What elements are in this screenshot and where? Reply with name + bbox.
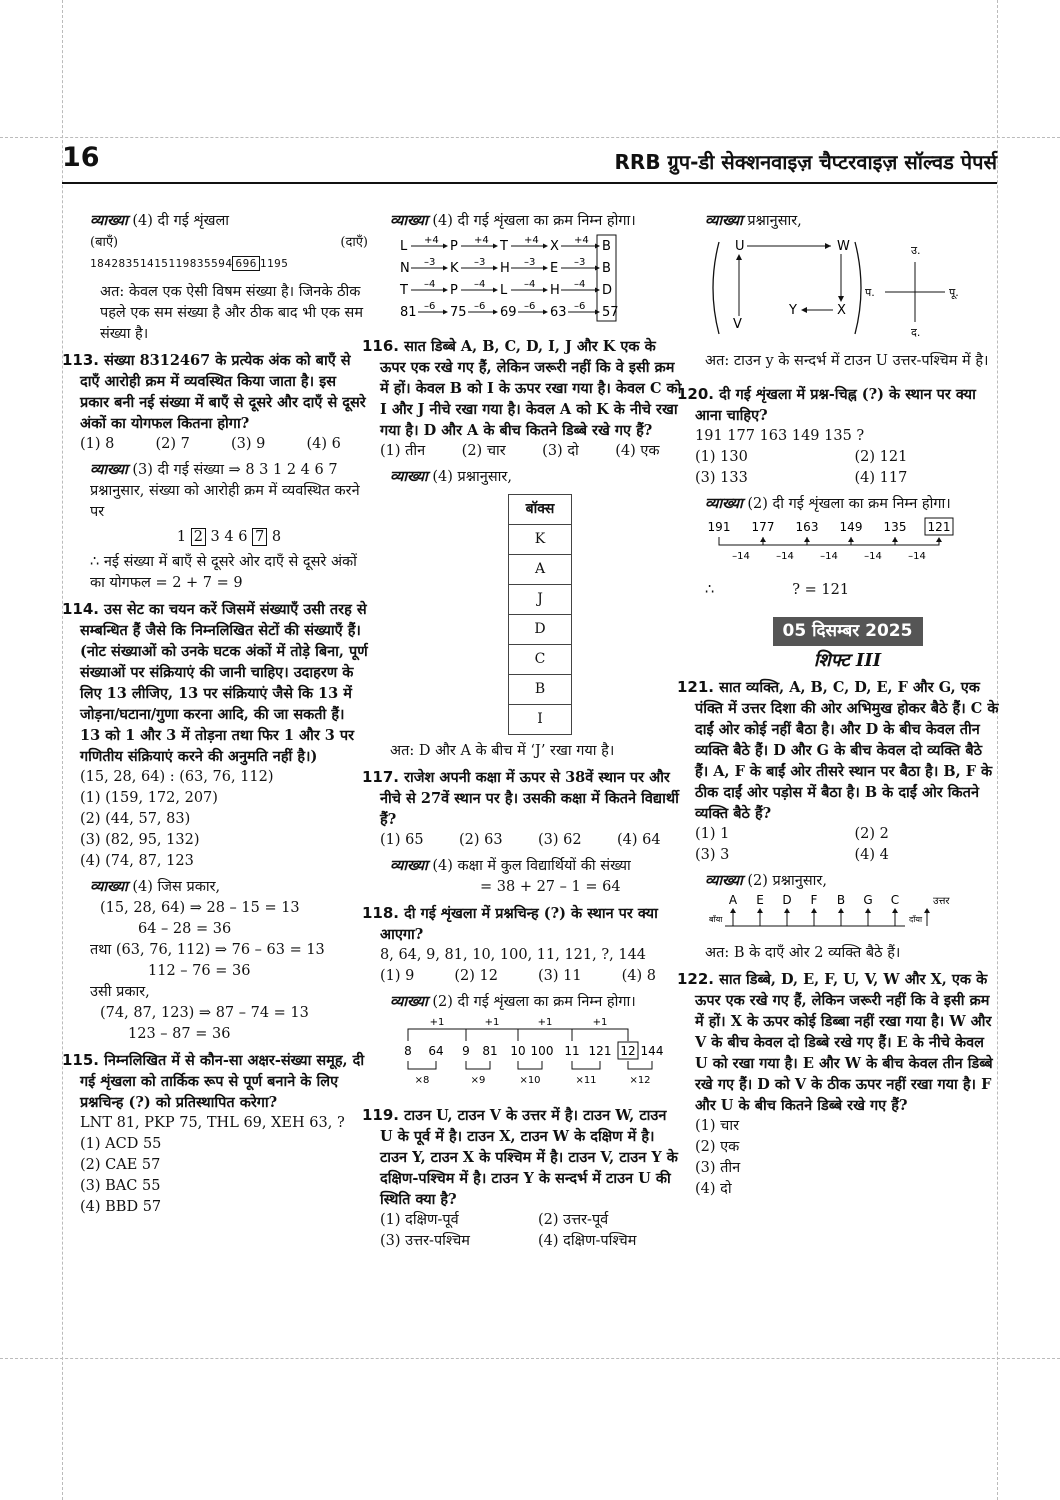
explanation-118	[380, 991, 682, 1100]
bracket-bottom	[851, 537, 895, 545]
result: ? = 121	[792, 582, 850, 598]
explanation-head: (2) दी गई शृंखला का क्रम निम्न होगा।	[747, 496, 951, 512]
compass-north: उ.	[911, 244, 921, 257]
arrowhead	[443, 244, 448, 249]
town-u: U	[735, 239, 745, 254]
option: (4) दो	[695, 1181, 732, 1197]
explanation-label: व्याख्या	[705, 495, 743, 512]
series-term: 9	[462, 1044, 470, 1058]
bracket-top	[408, 1029, 466, 1041]
bracket-right	[855, 242, 861, 334]
person: G	[863, 893, 873, 907]
explanation-head: (4) दी गई शृंखला	[132, 213, 230, 229]
bracket-bottom	[466, 1061, 490, 1069]
person: F	[810, 893, 818, 907]
series-term: 163	[795, 520, 819, 534]
question-number: 113.	[62, 351, 100, 369]
table-cell: B	[509, 675, 572, 705]
bracket-bottom	[895, 537, 939, 545]
explanation-label: व्याख्या	[390, 993, 428, 1010]
arrowhead	[784, 908, 790, 913]
series: LNT 81, PKP 75, THL 69, XEH 63, ?	[80, 1115, 345, 1131]
question-number: 115.	[62, 1051, 100, 1069]
question-text: संख्या 8312467 के प्रत्येक अंक को बाएँ से दाएँ आरोही क्रम में व्यवस्थित किया जाता है। इस प्रकार बनी नई संख्या में बाएँ से दूसरे और दाएँ से दूसरे अंकों का योगफल कितना होगा?	[80, 352, 366, 432]
bracket-bottom	[763, 537, 807, 545]
series-item: H	[550, 283, 560, 298]
crop-mark-bottom	[0, 1358, 1060, 1359]
question-number: 116.	[362, 337, 400, 355]
seq-part: 1195	[259, 257, 289, 270]
series-item: L	[400, 239, 408, 254]
seq-boxed: 696	[232, 256, 259, 271]
explanation-line: 123 – 87 = 36	[128, 1026, 231, 1042]
left-label: (बाएँ)	[90, 235, 119, 250]
page-header	[62, 142, 997, 184]
series-term: 121	[588, 1044, 612, 1058]
seating-row-diagram	[705, 892, 975, 936]
series-item: B	[602, 261, 611, 276]
option: (1) चार	[695, 1118, 740, 1134]
question-text: निम्नलिखित में से कौन-सा अक्षर-संख्या समूह, दी गई शृंखला को तार्किक रूप से पूर्ण बनाने के लिए प्रश्नचिन्ह (?) को प्रतिस्थापित करेगा?	[80, 1052, 365, 1111]
column-1	[62, 206, 368, 1218]
question-text: राजेश अपनी कक्षा में ऊपर से 38वें स्थान पर और नीचे से 27वें स्थान पर है। उसकी कक्षा में कितने विद्यार्थी हैं?	[380, 769, 679, 828]
option: (4) एक	[615, 443, 660, 459]
option: (3) दो	[542, 443, 579, 459]
question-114	[62, 599, 368, 1045]
options	[695, 824, 1000, 866]
options	[380, 1210, 682, 1252]
option: (2) 12	[454, 968, 498, 984]
series-term: 191	[707, 520, 731, 534]
explanation-121	[695, 870, 1000, 964]
explanation-label: व्याख्या	[90, 878, 128, 895]
question-number: 117.	[362, 768, 400, 786]
compass-west: प.	[865, 286, 875, 299]
series-term: 100	[530, 1044, 554, 1058]
option: (2) 7	[155, 436, 190, 452]
arrowhead	[443, 266, 448, 271]
bracket-bottom	[518, 1061, 542, 1069]
option: (1) तीन	[380, 443, 426, 459]
arrowhead	[892, 908, 898, 913]
series-term: 11	[564, 1044, 580, 1058]
digit-boxed: 7	[252, 528, 267, 546]
option: (2) उत्तर-पूर्व	[538, 1212, 609, 1228]
option: (1) 1	[695, 826, 730, 842]
result-line	[705, 580, 1000, 601]
option: (4) 6	[306, 436, 341, 452]
arrowhead	[924, 908, 930, 913]
option: (3) 11	[537, 968, 582, 984]
series-item: 75	[450, 305, 467, 320]
table-header: बॉक्स	[509, 495, 572, 525]
series-op: –14	[864, 551, 882, 562]
shift-title: शिफ्ट III	[813, 650, 882, 671]
town-y: Y	[789, 303, 797, 318]
arrowhead	[811, 908, 817, 913]
series-item: 57	[602, 305, 619, 320]
question-115	[62, 1050, 368, 1218]
question-number: 120.	[677, 385, 715, 403]
arrowhead	[493, 244, 498, 249]
series-term: 81	[482, 1044, 498, 1058]
option: (3) 3	[695, 847, 730, 863]
bracket-bottom	[408, 1061, 436, 1069]
series-op: –14	[776, 551, 794, 562]
option: (2) CAE 57	[80, 1157, 161, 1173]
question-text: सात डिब्बे, D, E, F, U, V, W और X, एक के ऊपर एक रखे गए हैं, लेकिन जरूरी नहीं कि वे इसी क्रम में हों। X के ऊपर कोई डिब्बा नहीं रखा गया है। W और V के बीच केवल दो डिब्बे रखे गए हैं। E के नीचे केवल U को रखा गया है। E और W के बीच केवल तीन डिब्बे रखे गए हैं। D को V के ठीक ऊपर नहीं रखा गया है। F और U के बीच कितने डिब्बे रखे गए हैं?	[695, 971, 993, 1114]
series-op: –4	[524, 279, 536, 290]
explanation-115	[380, 210, 682, 331]
option: (3) उत्तर-पश्चिम	[380, 1233, 470, 1249]
direction-diagram	[705, 232, 975, 344]
series-term: 144	[640, 1044, 664, 1058]
seq-part: 18428351415119835594	[90, 257, 233, 270]
bracket-bottom	[572, 1061, 600, 1069]
given-sets: (15, 28, 64) : (63, 76, 112)	[80, 769, 274, 785]
arrowhead	[936, 537, 942, 542]
option: (1) दक्षिण-पूर्व	[380, 1212, 459, 1228]
series-op: –4	[474, 279, 486, 290]
explanation-label: व्याख्या	[390, 857, 428, 874]
series-op: ×9	[470, 1075, 486, 1086]
explanation-line: (74, 87, 123) ⇒ 87 – 74 = 13	[100, 1005, 309, 1021]
option: (4) BBD 57	[80, 1199, 162, 1215]
therefore-sign: ∴	[705, 582, 715, 598]
option: (3) तीन	[695, 1160, 741, 1176]
north-label: उत्तर	[933, 896, 950, 907]
explanation-label: व्याख्या	[705, 872, 743, 889]
question-number: 122.	[677, 970, 715, 988]
arrowhead	[493, 266, 498, 271]
question-118	[362, 903, 682, 1100]
question-text: दी गई शृंखला में प्रश्न-चिह्न (?) के स्थान पर क्या आना चाहिए?	[695, 386, 976, 424]
series-op: –3	[524, 257, 536, 268]
explanation-119	[695, 210, 1000, 372]
person: E	[756, 893, 764, 907]
explanation-head: (2) प्रश्नानुसार,	[747, 873, 827, 889]
question-116	[362, 336, 682, 762]
series-op: –14	[908, 551, 926, 562]
number-series-diagram	[390, 1013, 664, 1093]
series-item: 69	[500, 305, 517, 320]
series-item: E	[550, 261, 559, 276]
series-item: 63	[550, 305, 567, 320]
bracket-left	[713, 242, 719, 334]
question-122	[677, 969, 1000, 1200]
explanation-text: अत: D और A के बीच में ‘J’ रखा गया है।	[390, 743, 615, 759]
series: 191 177 163 149 135 ?	[695, 428, 865, 444]
series-op: +1	[537, 1017, 553, 1028]
explanation-head: प्रश्नानुसार,	[747, 213, 802, 229]
digit: 3 4 6	[210, 529, 248, 545]
box-stack-table	[508, 494, 572, 735]
table-cell: K	[509, 525, 572, 555]
series-op: –3	[424, 257, 436, 268]
option: (3) 9	[231, 436, 266, 452]
option: (3) 62	[538, 832, 582, 848]
option: (4) 8	[621, 968, 656, 984]
series-term: 177	[751, 520, 775, 534]
series-item: T	[400, 283, 408, 298]
number-series-diagram	[705, 515, 965, 567]
option: (4) 4	[854, 847, 889, 863]
explanation-117	[380, 855, 682, 898]
explanation-text: ∴ नई संख्या में बाएँ से दूसरे ओर दाएँ से दूसरे अंकों का योगफल = 2 + 7 = 9	[90, 554, 357, 591]
question-text: दी गई शृंखला में प्रश्नचिन्ह (?) के स्थान पर क्या आएगा?	[380, 905, 658, 943]
series-item: 81	[400, 305, 417, 320]
explanation-text: अत: टाउन y के सन्दर्भ में टाउन U उत्तर-पश्चिम में है।	[705, 353, 989, 369]
question-text: टाउन U, टाउन V के उत्तर में है। टाउन W, टाउन U के पूर्व में है। टाउन X, टाउन W के दक्षिण में है। टाउन Y, टाउन X के पश्चिम में है। टाउन V, टाउन Y के दक्षिण-पश्चिम में है। टाउन Y के सन्दर्भ में टाउन U की स्थिति क्या है?	[380, 1107, 678, 1208]
explanation-head: (4) दी गई शृंखला का क्रम निम्न होगा।	[432, 213, 636, 229]
series-op: +1	[429, 1017, 445, 1028]
options	[695, 447, 1000, 489]
arrowhead	[543, 266, 548, 271]
digit-sequence	[90, 253, 368, 274]
series-op: ×8	[414, 1075, 430, 1086]
option: (2) (44, 57, 83)	[80, 811, 191, 827]
question-text: उस सेट का चयन करें जिसमें संख्याएँ उसी तरह से सम्बन्धित हैं जैसे कि निम्नलिखित सेटों की संख्याएँ हैं। (नोट संख्याओं को उनके घटक अंकों में तोड़े बिना, पूर्ण संख्याओं पर संक्रियाएं की जानी चाहिए। उदाहरण के लिए 13 लीजिए, 13 पर संक्रियाएं जैसे कि 13 में जोड़ना/घटाना/गुणा करना आदि, की जा सकती हैं। 13 को 1 और 3 में तोड़ना तथा फिर 1 और 3 पर गणितीय संक्रियाएं करने की अनुमति नहीं है।)	[80, 601, 368, 765]
explanation-line: 112 – 76 = 36	[148, 963, 251, 979]
compass-south: द.	[911, 326, 921, 339]
arrowhead	[543, 288, 548, 293]
question-number: 118.	[362, 904, 400, 922]
digit: 1	[176, 529, 187, 545]
option: (2) चार	[461, 443, 506, 459]
explanation-line: तथा (63, 76, 112) ⇒ 76 – 63 = 13	[90, 942, 325, 958]
question-119	[362, 1105, 682, 1252]
explanation-head: (3) दी गई संख्या ⇒ 8 3 1 2 4 6 7	[132, 462, 338, 478]
option: (2) 63	[459, 832, 503, 848]
series-op: +4	[474, 235, 489, 246]
series-item: X	[550, 239, 559, 254]
option: (1) 9	[380, 968, 415, 984]
option: (1) ACD 55	[80, 1136, 162, 1152]
town-v: V	[733, 317, 742, 332]
explanation-calc: = 38 + 27 – 1 = 64	[480, 879, 621, 895]
series-op: –6	[424, 301, 436, 312]
explanation-label: व्याख्या	[90, 212, 128, 229]
explanation-label: व्याख्या	[705, 212, 743, 229]
series-op: –6	[474, 301, 486, 312]
right-label: (दाएँ)	[340, 235, 368, 250]
arrowhead	[838, 296, 844, 302]
question-number: 114.	[62, 600, 100, 618]
table-cell: A	[509, 555, 572, 585]
series-op: +1	[592, 1017, 608, 1028]
explanation-line: 64 – 28 = 36	[138, 921, 232, 937]
digit: 8	[271, 529, 282, 545]
option: (4) 64	[617, 832, 661, 848]
bracket-bottom	[807, 537, 851, 545]
series-op: –6	[574, 301, 586, 312]
option: (2) एक	[695, 1139, 740, 1155]
question-number: 121.	[677, 678, 715, 696]
option: (4) दक्षिण-पश्चिम	[538, 1233, 637, 1249]
explanation-120	[695, 493, 1000, 601]
series-op: +1	[484, 1017, 500, 1028]
bracket-top	[466, 1029, 518, 1041]
page-number: 16	[62, 142, 100, 173]
bracket-bottom	[719, 537, 763, 545]
series-op: –4	[574, 279, 586, 290]
right-side-label: दाँया	[909, 915, 923, 924]
explanation-line: (15, 28, 64) ⇒ 28 – 15 = 13	[100, 900, 300, 916]
column-3	[677, 206, 1000, 1200]
table-cell: J	[509, 585, 572, 615]
series-op: –14	[732, 551, 750, 562]
series-op: +4	[524, 235, 539, 246]
option: (3) BAC 55	[80, 1178, 161, 1194]
explanation-113	[80, 459, 368, 594]
series: 8, 64, 9, 81, 10, 100, 11, 121, ?, 144	[380, 947, 647, 963]
series-item: D	[602, 283, 613, 298]
series-op: +4	[574, 235, 589, 246]
series-op: –4	[424, 279, 436, 290]
explanation-line: उसी प्रकार,	[90, 984, 150, 1000]
series-item: L	[500, 283, 508, 298]
options	[380, 830, 682, 851]
question-text: सात डिब्बे A, B, C, D, I, J और K एक के ऊपर एक रखे गए हैं, लेकिन जरूरी नहीं कि वे इसी क्रम में हों। केवल B को I के ऊपर रखा गया है। केवल C को I और J नीचे रखा गया है। केवल A को K के नीचे रखा गया है। D और A के बीच कितने डिब्बे रखे गए हैं?	[380, 338, 682, 439]
arrowhead	[825, 243, 831, 249]
sorted-digits	[90, 527, 368, 548]
series-op: –3	[474, 257, 486, 268]
person: C	[890, 893, 900, 907]
arrowhead	[543, 310, 548, 315]
bracket-top	[572, 1029, 628, 1041]
person: B	[836, 893, 846, 907]
option: (1) 130	[695, 449, 748, 465]
compass-east: पू.	[949, 286, 959, 299]
arrowhead	[801, 307, 807, 313]
town-x: X	[837, 303, 846, 318]
option: (2) 2	[854, 826, 889, 842]
arrowhead	[736, 254, 742, 260]
table-cell: C	[509, 645, 572, 675]
explanation-label: व्याख्या	[390, 212, 428, 229]
explanation-text: प्रश्नानुसार, संख्या को आरोही क्रम में व्यवस्थित करने पर	[90, 483, 360, 520]
arrowhead	[757, 908, 763, 913]
option: (1) 65	[380, 832, 424, 848]
option: (1) (159, 172, 207)	[80, 790, 218, 806]
series-op: –3	[574, 257, 586, 268]
series-term: 149	[839, 520, 863, 534]
column-2	[362, 206, 682, 1252]
letter-series-diagram	[390, 232, 630, 324]
book-title: RRB ग्रुप-डी सेक्शनवाइज़ चैप्टरवाइज़ सॉल्वड पेपर्स	[614, 150, 997, 174]
explanation-label: व्याख्या	[390, 468, 428, 485]
series-item: H	[500, 261, 510, 276]
arrowhead	[443, 310, 448, 315]
arrowhead	[543, 244, 548, 249]
arrowhead	[493, 310, 498, 315]
series-item: P	[450, 239, 458, 254]
series-item: N	[400, 261, 410, 276]
explanation-head: (4) कक्षा में कुल विद्यार्थियों की संख्या	[432, 858, 631, 874]
series-op: +4	[424, 235, 439, 246]
explanation-text: अत: केवल एक ऐसी विषम संख्या है। जिनके ठीक पहले एक सम संख्या है और ठीक बाद भी एक सम संख्या है।	[100, 284, 364, 342]
question-121	[677, 677, 1000, 964]
option: (2) 121	[854, 449, 908, 465]
question-number: 119.	[362, 1106, 400, 1124]
series-term: 135	[883, 520, 907, 534]
arrowhead	[443, 288, 448, 293]
bracket-top	[518, 1029, 572, 1041]
explanation-label: व्याख्या	[90, 461, 128, 478]
explanation-head: (4) प्रश्नानुसार,	[432, 469, 512, 485]
arrowhead	[493, 288, 498, 293]
question-117	[362, 767, 682, 898]
table-cell: D	[509, 615, 572, 645]
series-item: T	[500, 239, 508, 254]
explanation-head: (2) दी गई शृंखला का क्रम निम्न होगा।	[432, 994, 636, 1010]
options	[80, 434, 368, 455]
arrowhead	[865, 908, 871, 913]
arrowhead	[730, 908, 736, 913]
town-w: W	[837, 239, 850, 254]
explanation-text: अत: B के दाएँ ओर 2 व्यक्ति बैठे हैं।	[705, 945, 901, 961]
series-item: P	[450, 283, 458, 298]
series-op: –6	[524, 301, 536, 312]
series-term: 8	[404, 1044, 412, 1058]
bracket-bottom	[628, 1061, 652, 1069]
explanation-head: (4) जिस प्रकार,	[132, 879, 221, 895]
explanation-112	[80, 210, 368, 345]
series-item: K	[450, 261, 459, 276]
explanation-116	[380, 466, 682, 762]
question-113	[62, 350, 368, 594]
person: A	[728, 893, 738, 907]
crop-mark-left	[62, 0, 63, 1500]
person: D	[782, 893, 792, 907]
series-term: 10	[510, 1044, 526, 1058]
options	[380, 441, 682, 462]
series-op: –14	[820, 551, 838, 562]
date-banner: 05 दिसम्बर 2025	[773, 617, 923, 646]
series-term: 12	[620, 1044, 636, 1058]
series-op: ×12	[629, 1075, 651, 1086]
series-op: ×10	[519, 1075, 541, 1086]
option: (4) (74, 87, 123	[80, 853, 194, 869]
digit-boxed: 2	[191, 528, 206, 546]
option: (3) (82, 95, 132)	[80, 832, 200, 848]
option: (3) 133	[695, 470, 748, 486]
question-120	[677, 384, 1000, 601]
series-item: B	[602, 239, 611, 254]
crop-mark-top	[0, 137, 1060, 138]
left-side-label: बाँया	[709, 915, 723, 924]
arrowhead	[838, 908, 844, 913]
table-cell: I	[509, 705, 572, 735]
series-term: 121	[927, 520, 951, 534]
option: (1) 8	[80, 436, 115, 452]
series-op: ×11	[575, 1075, 597, 1086]
question-text: सात व्यक्ति, A, B, C, D, E, F और G, एक पंक्ति में उत्तर दिशा की ओर अभिमुख होकर बैठे हैं। C के दाईं ओर कोई नहीं बैठा है। और D के बीच केवल तीन व्यक्ति बैठे हैं। D और G के बीच केवल दो व्यक्ति बैठे हैं। A, F के बाईं ओर तीसरे स्थान पर बैठा है। B, F के ठीक दाईं ओर पड़ोस में बैठा है। B के दाईं ओर कितने व्यक्ति बैठे हैं?	[695, 679, 999, 822]
series-term: 64	[428, 1044, 444, 1058]
option: (4) 117	[854, 470, 908, 486]
options	[380, 966, 682, 987]
explanation-114	[80, 876, 368, 1045]
